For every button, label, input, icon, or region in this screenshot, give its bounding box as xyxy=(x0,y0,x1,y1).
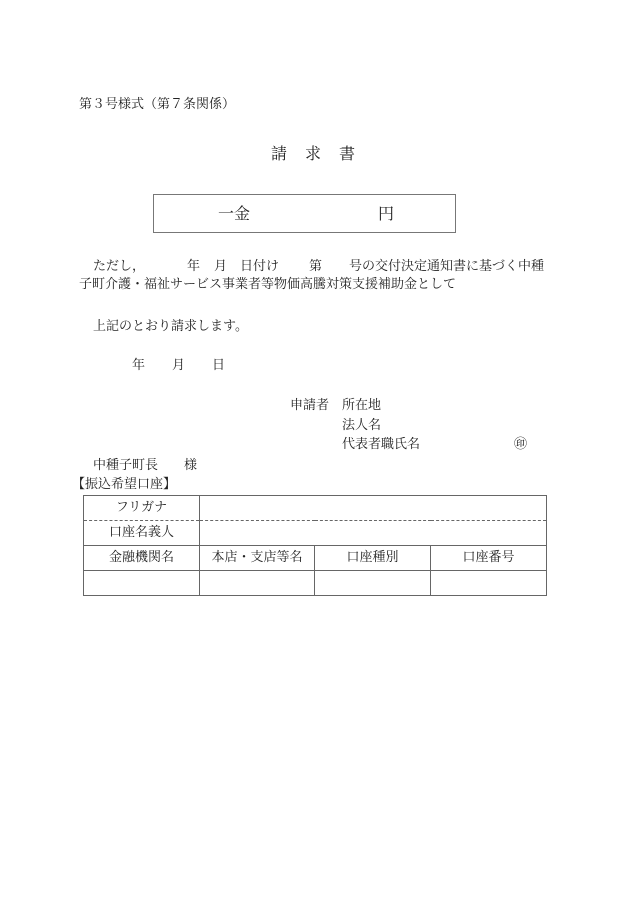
title-char: 請 xyxy=(271,144,288,163)
account-number-input[interactable] xyxy=(431,571,547,596)
column-header-account-type: 口座種別 xyxy=(315,546,431,571)
body-month: 月 xyxy=(214,259,228,274)
branch-name-input[interactable] xyxy=(200,571,315,596)
body-dai: 第 xyxy=(309,259,323,274)
column-header-branch: 本店・支店等名 xyxy=(200,546,315,571)
seal-icon: ㊞ xyxy=(514,437,528,452)
date-day: 日 xyxy=(212,358,226,373)
body-year: 年 xyxy=(187,259,201,274)
corp-name-label: 法人名 xyxy=(342,418,382,433)
title-char: 書 xyxy=(339,144,356,163)
table-row-furigana xyxy=(84,496,547,521)
addressee-name: 中種子町長 xyxy=(93,458,159,473)
title-char: 求 xyxy=(305,144,322,163)
date-month: 月 xyxy=(172,358,186,373)
table-header-row xyxy=(84,546,547,571)
holder-input[interactable] xyxy=(200,521,547,546)
body-prefix: ただし， xyxy=(93,259,146,274)
body-line-2: 子町介護・福祉サービス事業者等物価高騰対策支援補助金として xyxy=(79,277,457,292)
table-row-entry xyxy=(84,571,547,596)
table-row-holder xyxy=(84,521,547,546)
bank-name-input[interactable] xyxy=(84,571,200,596)
amount-box[interactable] xyxy=(153,194,456,233)
bank-account-table xyxy=(83,495,547,596)
holder-label: 口座名義人 xyxy=(84,521,200,546)
date-year: 年 xyxy=(132,358,146,373)
form-number: 第３号様式（第７条関係） xyxy=(79,97,236,112)
account-type-input[interactable] xyxy=(315,571,431,596)
amount-prefix: 一金 xyxy=(218,204,251,223)
column-header-account-number: 口座番号 xyxy=(431,546,547,571)
address-label: 所在地 xyxy=(342,398,382,413)
representative-label: 代表者職氏名 xyxy=(342,437,421,452)
column-header-bank: 金融機関名 xyxy=(84,546,200,571)
body-day-dated: 日付け xyxy=(240,259,280,274)
furigana-input[interactable] xyxy=(200,496,547,521)
addressee-honorific: 様 xyxy=(184,458,198,473)
amount-suffix: 円 xyxy=(378,204,395,223)
bank-section-heading: 【振込希望口座】 xyxy=(72,477,177,492)
request-statement: 上記のとおり請求します。 xyxy=(93,319,248,334)
furigana-label: フリガナ xyxy=(84,496,200,521)
applicant-label: 申請者 xyxy=(290,398,330,413)
body-rest: 号の交付決定通知書に基づく中種 xyxy=(349,259,545,274)
